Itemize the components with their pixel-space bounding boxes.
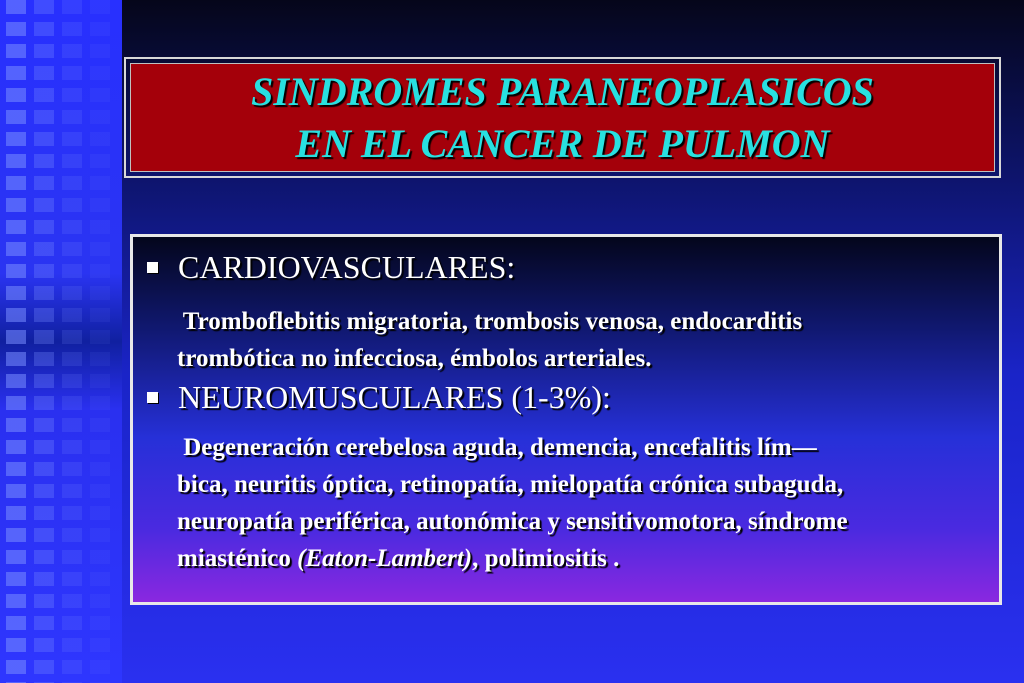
body-text: , polimiositis . xyxy=(472,545,620,572)
body-line: bica, neuritis óptica, retinopatía, mielopatía crónica subaguda, xyxy=(177,471,844,498)
section-heading-text: CARDIOVASCULARES: xyxy=(178,249,516,285)
slide-content-box xyxy=(130,234,1002,605)
slide-title-line-1: SINDROMES PARANEOPLASICOS xyxy=(251,68,874,114)
slide-title-box xyxy=(124,57,1001,178)
square-bullet-icon xyxy=(147,392,158,403)
strip-column xyxy=(6,0,26,683)
section-heading-text: NEUROMUSCULARES (1-3%): xyxy=(178,379,611,415)
decorative-side-strip xyxy=(0,0,122,683)
body-line: Tromboflebitis migratoria, trombosis venosa, endocarditis xyxy=(177,308,803,335)
section-body-neuromusculares xyxy=(177,429,987,577)
section-heading-neuromusculares xyxy=(147,377,987,417)
body-line-last xyxy=(177,540,987,577)
square-bullet-icon xyxy=(147,262,158,273)
body-text: miasténico xyxy=(177,545,298,572)
body-line: trombótica no infecciosa, émbolos arteriales. xyxy=(177,345,652,372)
slide-title-panel xyxy=(130,63,995,172)
strip-column xyxy=(62,0,82,683)
section-heading-cardiovasculares xyxy=(147,247,987,287)
body-line: Degeneración cerebelosa aguda, demencia, encefalitis lím— xyxy=(177,434,817,461)
section-body-cardiovasculares xyxy=(177,303,987,377)
body-line: neuropatía periférica, autonómica y sensitivomotora, síndrome xyxy=(177,508,848,535)
eponym-text: (Eaton-Lambert) xyxy=(297,545,473,572)
strip-column xyxy=(34,0,54,683)
slide-title-line-2: EN EL CANCER DE PULMON xyxy=(295,120,830,166)
strip-column xyxy=(90,0,110,683)
